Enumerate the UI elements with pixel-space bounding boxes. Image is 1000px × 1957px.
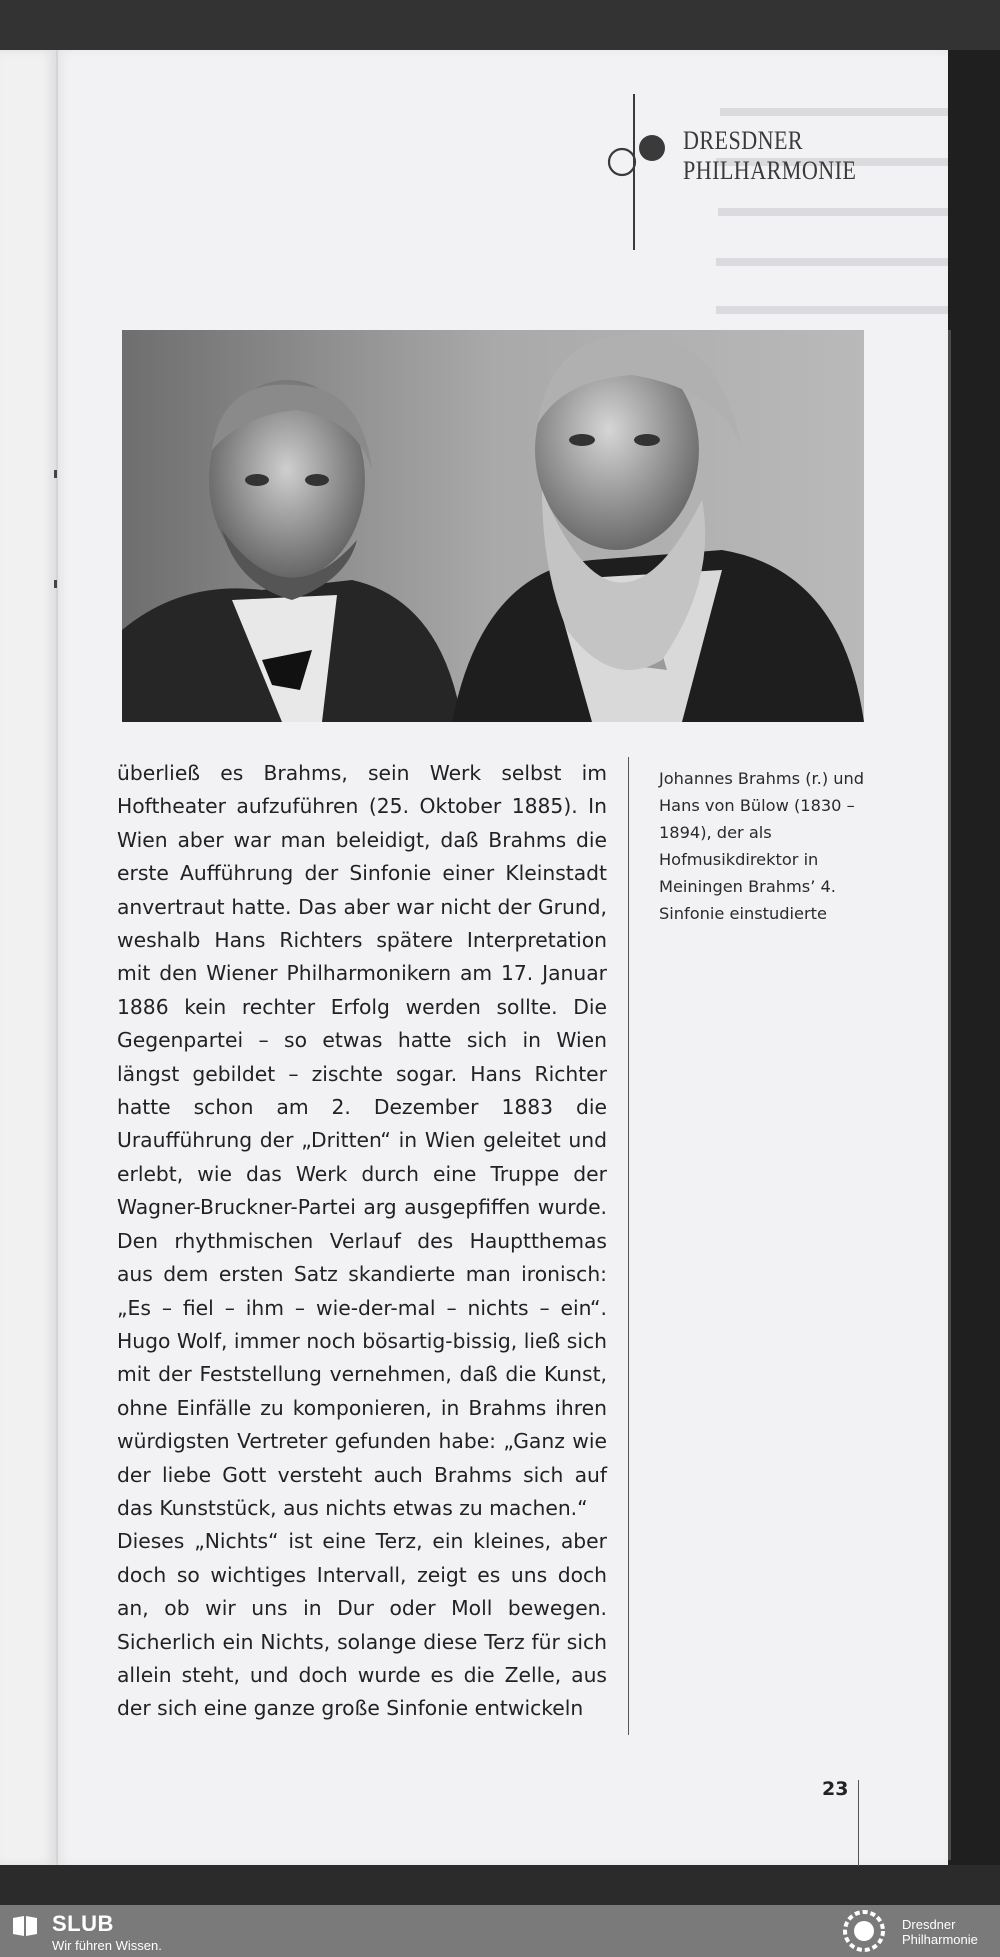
- partner-logo-icon: [842, 1909, 886, 1953]
- photo-caption: Johannes Brahms (r.) und Hans von Bülow (1830 – 1894), der als Hofmusikdirektor in Meiningen Brahms’ 4. Sinfonie einstudierte: [659, 769, 865, 923]
- show-through-bar: [718, 208, 948, 216]
- slub-book-icon: [12, 1915, 38, 1937]
- logo-wordmark-line2: PHILHARMONIE: [683, 156, 857, 185]
- show-through-bar: [720, 108, 948, 116]
- footer-bar: [0, 1905, 1000, 1957]
- slub-tagline: Wir führen Wissen.: [52, 1938, 162, 1953]
- scan-background-right: [948, 50, 1000, 1865]
- portrait-photo: [122, 330, 864, 722]
- column-divider: [628, 757, 629, 1735]
- slub-logo-text: SLUB: [52, 1911, 114, 1936]
- dresdner-philharmonie-logo-icon: [596, 92, 670, 252]
- show-through-bar: [716, 306, 948, 314]
- page-edge-mark: [54, 580, 57, 588]
- logo-wordmark-line1: DRESDNER: [683, 126, 804, 155]
- article-body: [117, 757, 607, 1726]
- page-number-rule: [858, 1780, 859, 1866]
- page-edge-mark: [54, 470, 57, 478]
- show-through-bar: [716, 258, 948, 266]
- page-gutter-line: [948, 330, 951, 1860]
- article-paragraph: Dieses „Nichts“ ist eine Terz, ein kleines, aber doch so wichtiges Intervall, zeigt es uns doch an, ob wir uns in Dur oder Moll bewegen. Sicherlich ein Nichts, solange diese Terz für sich allein steht, und doch wurde es die Zelle, aus der sich eine ganze große Sinfonie entwickeln: [117, 1529, 607, 1721]
- article-paragraph: überließ es Brahms, sein Werk selbst im Hoftheater aufzuführen (25. Oktober 1885). In Wien aber war man beleidigt, daß Brahms die erste Aufführung der Sinfonie einer Kleinstadt anvertraut hatte. Das aber war nicht der Grund, weshalb Hans Richters spätere Interpretation mit den Wiener Philharmonikern am 17. Januar 1886 kein rechter Erfolg werden sollte. Die Gegenpartei – so etwas hatte sich in Wien längst gebildet – zischte sogar. Hans Richter hatte schon am 2. Dezember 1883 die Uraufführung der „Dritten“ in Wien geleitet und erlebt, wie das Werk durch eine Truppe der Wagner-Bruckner-Partei arg ausgepfiffen wurde. Den rhythmischen Verlauf des Hauptthemas aus dem ersten Satz skandierte man ironisch: „Es – fiel – ihm – wie-der-mal – nichts – ein“. Hugo Wolf, immer noch bösartig-bissig, ließ sich mit der Feststellung vernehmen, daß die Kunst, ohne Einfälle zu komponieren, in Brahms ihren würdigsten Vertreter gefunden habe: „Ganz wie der liebe Gott versteht auch Brahms sich auf das Kunststück, aus nichts etwas zu machen.“: [117, 761, 607, 1520]
- partner-name-line1: Dresdner: [902, 1917, 956, 1932]
- page-number: 23: [822, 1778, 849, 1800]
- scan-background-top: [0, 0, 1000, 50]
- previous-page-edge: [0, 50, 58, 1865]
- partner-name-line2: Philharmonie: [902, 1932, 978, 1947]
- scan-background-bottom: [0, 1865, 1000, 1905]
